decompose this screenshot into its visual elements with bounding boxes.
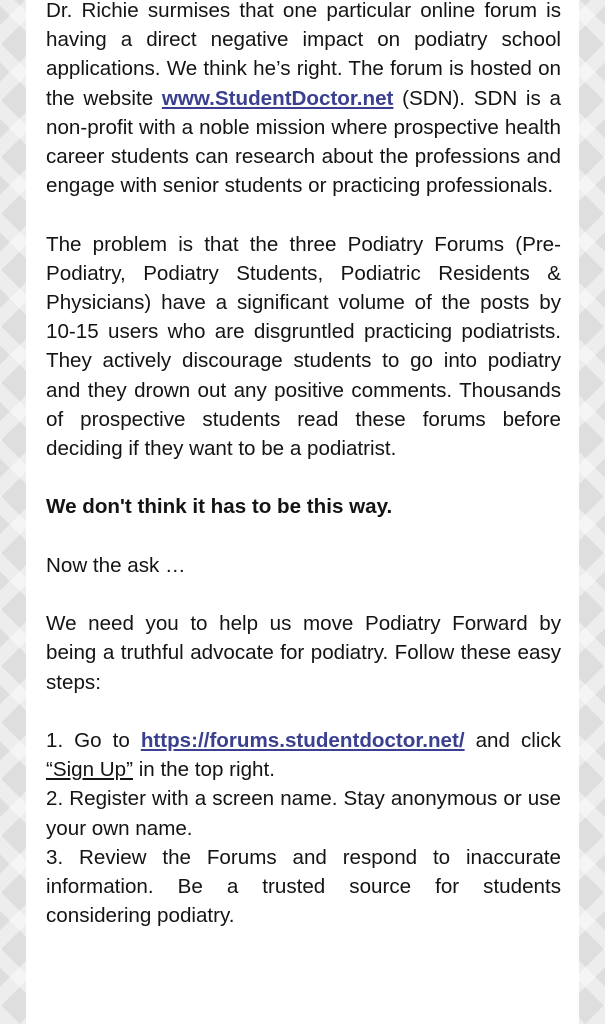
spacer <box>46 580 561 609</box>
spacer <box>46 200 561 229</box>
step-text: 1. Go to <box>46 729 141 752</box>
paragraph-problem: The problem is that the three Podiatry Forums (Pre-Podiatry, Podiatry Students, Podiatric Residents & Physicians) have a significant volume of the posts by 10-15 users who are disgruntled practicing podiatrists. They actively discourage students to go into podiatry and they drown out any positive comments. Thousands of prospective students read these forums before deciding if they want to be a podiatrist. <box>46 232 561 461</box>
sign-up-link[interactable]: “Sign Up” <box>46 758 133 782</box>
article-content <box>46 0 561 930</box>
spacer <box>46 463 561 492</box>
spacer <box>46 522 561 551</box>
step-3: 3. Review the Forums and respond to inaccurate information. Be a trusted source for students considering podiatry. <box>46 845 561 928</box>
paragraph-text: Dr. Richie surmises that one particular online forum is having a direct negative impact on podiatry school applications. We think he’s right. The forum is hosted on the website <box>46 0 561 110</box>
paragraph-bold-statement: We don't think it has to be this way. <box>46 495 393 519</box>
paragraph-sdn-intro <box>46 0 561 200</box>
paragraph-ask: Now the ask … <box>46 553 186 577</box>
step-text: and click <box>464 729 561 752</box>
paragraph-text: (SDN). SDN is a non-profit with a noble mission where prospective health career students can research about the professions and engage with senior students or practicing professionals. <box>46 86 561 198</box>
email-body <box>26 0 579 1024</box>
spacer <box>46 697 561 726</box>
step-text: in the top right. <box>132 758 275 782</box>
step-1 <box>46 726 561 784</box>
step-2: 2. Register with a screen name. Stay anonymous or use your own name. <box>46 787 561 840</box>
paragraph-call-to-action: We need you to help us move Podiatry Forward by being a truthful advocate for podiatry. Follow these easy steps: <box>46 612 561 694</box>
studentdoctor-link[interactable]: www.StudentDoctor.net <box>161 86 394 110</box>
forums-link[interactable]: https://forums.studentdoctor.net/ <box>140 729 465 752</box>
